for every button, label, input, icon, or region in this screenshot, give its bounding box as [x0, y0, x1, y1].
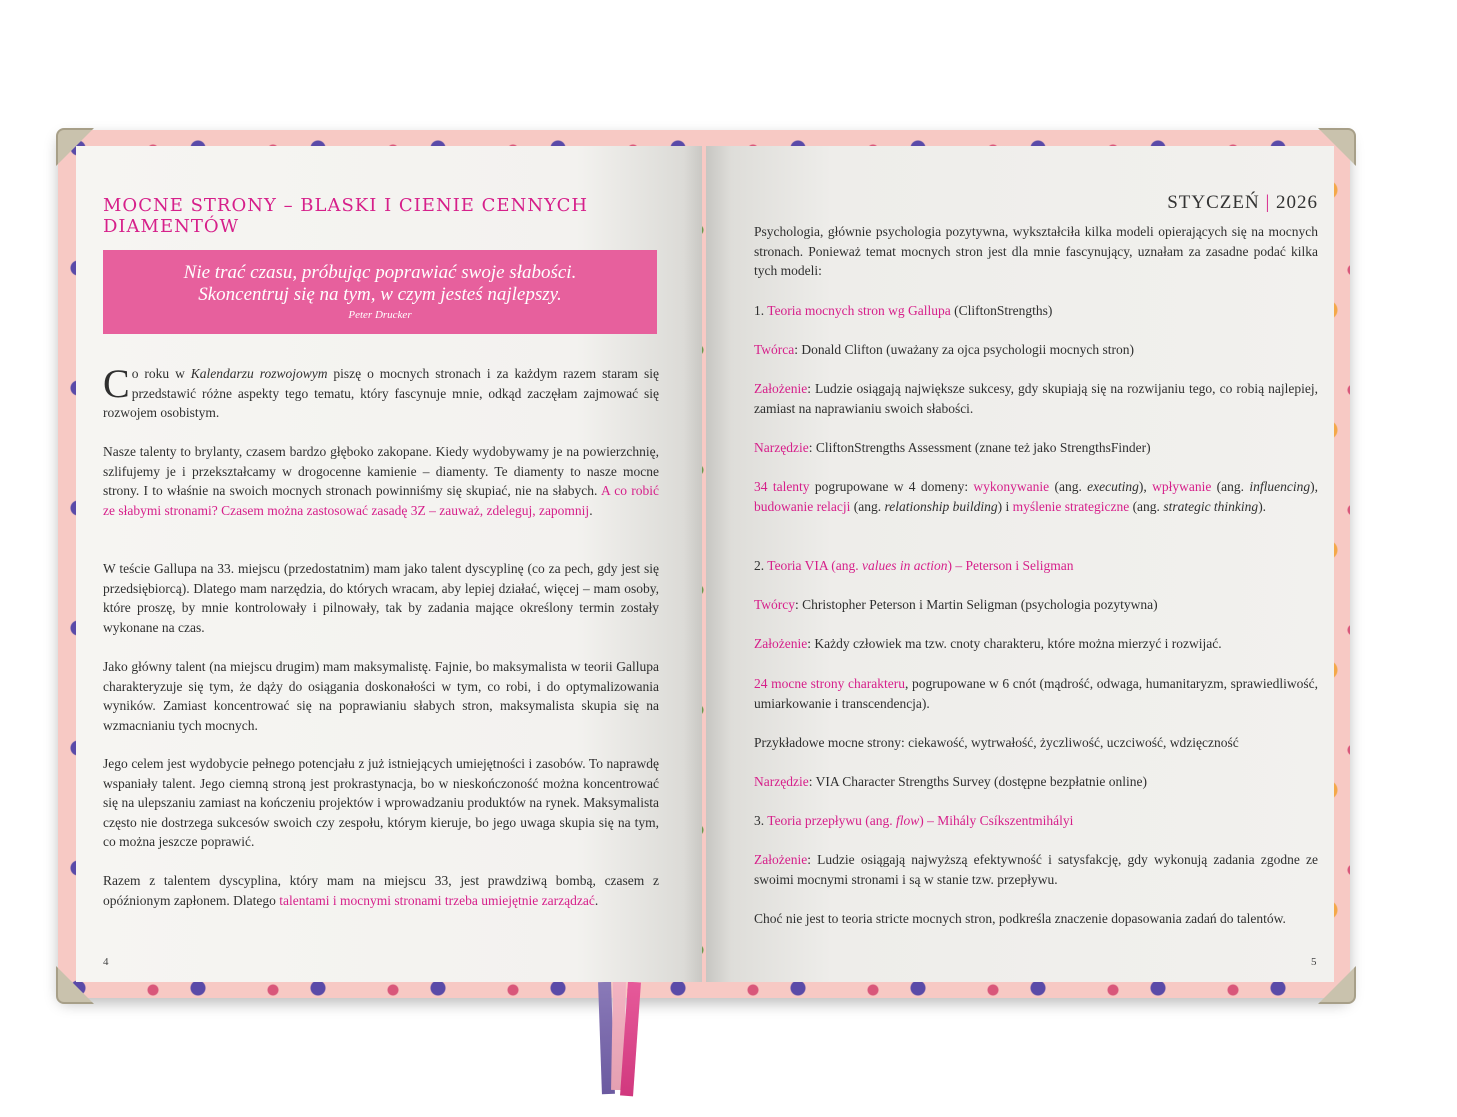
- text: : Ludzie osiągają największe sukcesy, gdy skupiają się na rozwijaniu tego, co robią najlepiej, zamiast na naprawianiu swoich słabości.: [754, 381, 1318, 416]
- quote-line: Nie trać czasu, próbując poprawiać swoje słabości.: [183, 262, 577, 283]
- text: ),: [1138, 479, 1153, 494]
- highlight: Teoria mocnych stron wg Gallupa: [767, 303, 951, 318]
- quote-line: Skoncentruj się na tym, w czym jesteś najlepszy.: [198, 284, 562, 305]
- highlight: talentami i mocnymi stronami trzeba umiejętnie zarządzać: [279, 892, 595, 908]
- text: o roku w: [131, 366, 191, 381]
- label: Założenie: [754, 636, 808, 651]
- paragraph: Jako główny talent (na miejscu drugim) mam maksymalistę. Fajnie, bo maksymalista w teorii Gallupa charakteryzuje się tym, że dąży do osiągania doskonałości w tym, co robi, i do optymalizowania wyników. Zamiast koncentrować się na poprawianiu słabych stron, maksymalista skupia się na wzmacnianiu tych mocnych.: [103, 659, 659, 733]
- highlight: 34 talenty: [754, 479, 810, 494]
- paragraph: Psychologia, głównie psychologia pozytywna, wykształciła kilka modeli opierających się na mocnych stronach. Ponieważ temat mocnych stron jest dla mnie fascynujący, uznałam za zasadne podać kilka tych modeli:: [754, 224, 1318, 278]
- quote-text: [103, 250, 657, 306]
- italic: values in action: [862, 558, 948, 573]
- text: 2.: [754, 558, 768, 573]
- label: Narzędzie: [754, 440, 809, 455]
- text: : Każdy człowiek ma tzw. cnoty charakteru, które można mierzyć i rozwijać.: [807, 636, 1222, 651]
- text: (ang.: [1211, 479, 1250, 494]
- model-heading: [754, 556, 1318, 576]
- paragraph: Choć nie jest to teoria stricte mocnych stron, podkreśla znaczenie dopasowania zadań do talentów.: [754, 911, 1286, 926]
- month-label: STYCZEŃ: [1167, 192, 1260, 213]
- text: : Christopher Peterson i Martin Seligman (psychologia pozytywna): [795, 597, 1158, 612]
- highlight: wpływanie: [1152, 479, 1212, 494]
- text: : Ludzie osiągają najwyższą efektywność i satysfakcję, gdy wykonują zadania zgodne ze swoimi mocnymi stronami i są w stanie tzw. przepływu.: [754, 852, 1318, 887]
- italic: relationship building: [884, 498, 998, 514]
- text: , pogrupowane w 6 cnót (mądrość, odwaga, humanitaryzm, sprawiedliwość, umiarkowanie i transcendencja).: [754, 676, 1318, 711]
- paragraph: [754, 379, 1318, 418]
- page-number: 4: [103, 956, 109, 968]
- label: Twórca: [754, 342, 795, 357]
- text: : VIA Character Strengths Survey (dostępne bezpłatnie online): [808, 774, 1148, 789]
- quote-box: [103, 250, 657, 334]
- year-label: 2026: [1276, 192, 1318, 213]
- highlight: myślenie strategiczne: [1012, 498, 1130, 514]
- paragraph: Jego celem jest wydobycie pełnego potencjału z już istniejących umiejętności i zasobów. To naprawdę wspaniały talent. Jego ciemną stroną jest prokrastynacja, bo w nieskończoność można koncentrować się na ulepszaniu zamiast na kończeniu projektów i wprowadzaniu produktów na rynek. Maksymalista często nie dostrzega sukcesów swoich czy zespołu, którym kieruje, bo jego uwaga skupia się na tym, co można jeszcze poprawić.: [103, 756, 659, 849]
- highlight: wykonywanie: [973, 479, 1050, 494]
- italic: strategic thinking: [1163, 498, 1259, 514]
- paragraph: [103, 361, 659, 423]
- paragraph: [754, 595, 1318, 615]
- italic: executing: [1087, 479, 1139, 494]
- text: : CliftonStrengths Assessment (znane też jako StrengthsFinder): [808, 440, 1151, 455]
- text: .: [589, 502, 593, 518]
- dropcap: C: [103, 361, 130, 406]
- text: ) i: [997, 498, 1013, 514]
- quote-author: Peter Drucker: [348, 309, 412, 321]
- text: .: [594, 892, 599, 908]
- text: : Donald Clifton (uważany za ojca psychologii mocnych stron): [794, 342, 1134, 357]
- model-heading: [754, 301, 1318, 321]
- paragraph: [754, 772, 1318, 792]
- text: piszę o mocnych stronach i za każdym razem staram się przedstawić różne aspekty tego tematu, który fascynuje mnie, odkąd zaczęłam zajmować się rozwojem osobistym.: [103, 366, 659, 420]
- paragraph: Przykładowe mocne strony: ciekawość, wytrwałość, życzliwość, uczciwość, wdzięczność: [754, 735, 1239, 750]
- highlight: 24 mocne strony charakteru: [754, 676, 905, 691]
- text: ),: [1310, 479, 1318, 494]
- month-header: [1158, 192, 1318, 214]
- page-number: 5: [1311, 956, 1317, 968]
- text: 3.: [754, 813, 768, 828]
- label: Założenie: [754, 852, 808, 867]
- paragraph: [754, 850, 1318, 889]
- text: 1.: [754, 303, 768, 318]
- label: Narzędzie: [754, 774, 809, 789]
- page-title: MOCNE STRONY – BLASKI I CIENIE CENNYCH DIAMENTÓW: [103, 195, 589, 237]
- highlight: A co robić ze słabymi stronami? Czasem można zastosować zasadę 3Z – zauważ, zdeleguj, zapomnij: [103, 483, 659, 518]
- paragraph: [754, 674, 1318, 713]
- paragraph: [754, 340, 1318, 360]
- label: Założenie: [754, 381, 808, 396]
- paragraph: [754, 477, 1318, 516]
- italic-title: Kalendarzu rozwojowym: [190, 366, 328, 381]
- model-heading: [754, 811, 1318, 831]
- highlight: ) – Peterson i Seligman: [947, 558, 1074, 573]
- text: (ang.: [1049, 479, 1088, 494]
- paragraph: W teście Gallupa na 33. miejscu (przedostatnim) mam jako talent dyscyplinę (co za pech, gdy jest się przedsiębiorcą). Dlatego mam narzędzia, do których wracam, aby lepiej działać, więcej – mam osoby, które proszę, by mnie kontrolowały i pilnowały, tak by zadania mające określony termin zostały wykonane na czas.: [103, 561, 659, 635]
- right-page: [706, 146, 1334, 982]
- italic: flow: [896, 813, 920, 828]
- highlight: Teoria VIA (ang.: [767, 558, 863, 573]
- text: Nasze talenty to brylanty, czasem bardzo głęboko zakopane. Kiedy wydobywamy je na powierzchnię, szlifujemy je i przekształcamy w drogocenne kamienie – diamenty. Te diamenty to nasze mocne strony. I to właśnie na swoich mocnych stronach powinniśmy się skupiać, nie na słabych.: [103, 444, 659, 498]
- text: ).: [1258, 498, 1267, 514]
- paragraph: [754, 438, 1318, 458]
- paragraph: [754, 634, 1318, 654]
- label: Twórcy: [754, 597, 796, 612]
- highlight: ) – Mihály Csíkszentmihályi: [919, 813, 1074, 828]
- paragraph: [103, 871, 659, 910]
- italic: influencing: [1249, 479, 1311, 494]
- text: (ang.: [1129, 498, 1164, 514]
- text: pogrupowane w 4 domeny:: [809, 479, 974, 494]
- separator: |: [1265, 192, 1271, 213]
- highlight: budowanie relacji: [754, 498, 851, 514]
- paragraph: [103, 442, 659, 520]
- text: (ang.: [850, 498, 885, 514]
- text: Razem z talentem dyscyplina, który mam na miejscu 33, jest prawdziwą bombą, czasem z opóźnionym zapłonem. Dlatego: [103, 873, 659, 908]
- left-page: [76, 146, 702, 982]
- text: (CliftonStrengths): [950, 303, 1053, 318]
- highlight: Teoria przepływu (ang.: [767, 813, 897, 828]
